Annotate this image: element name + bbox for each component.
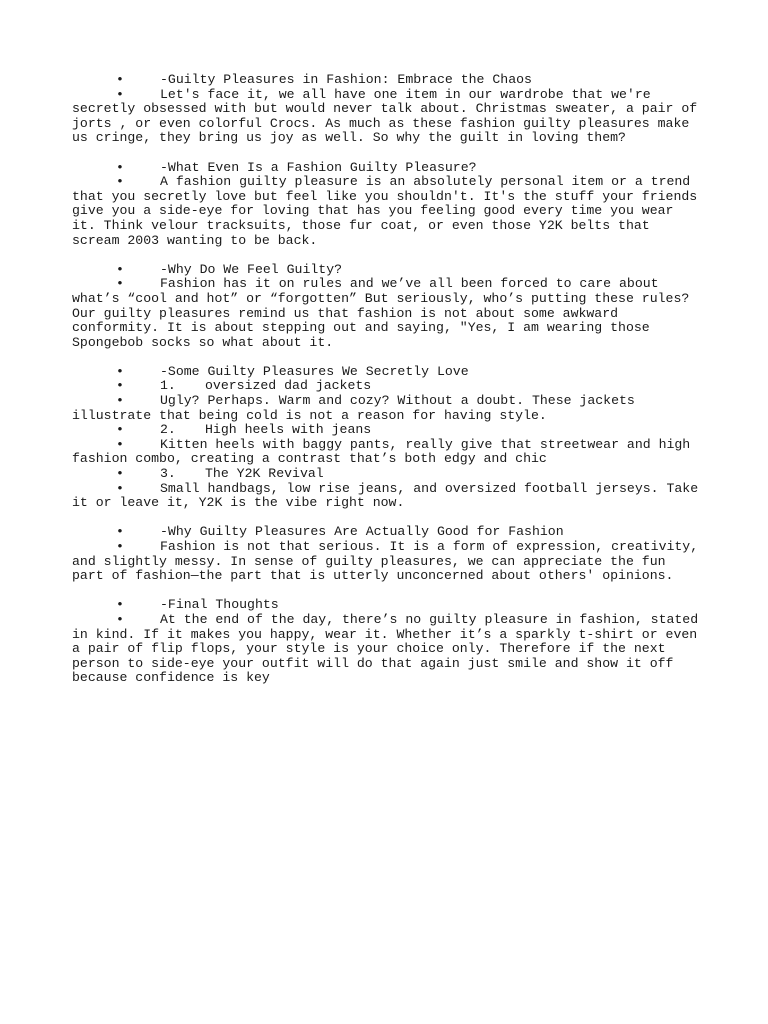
bullet-icon: • bbox=[116, 422, 124, 438]
paragraph: • Let's face it, we all have one item in our wardrobe that we're secretly obsessed with but would never talk about. Christmas sweater, a pair of jorts , or even colorful Crocs. As much as these fashion guilty pleasures make us cringe, they bring us joy as well. So why the guilt in loving them? bbox=[72, 86, 706, 146]
section-heading: • -Why Do We Feel Guilty? bbox=[72, 263, 702, 278]
bullet-icon: • bbox=[116, 480, 124, 496]
bullet-icon: • bbox=[116, 393, 124, 409]
list-item-title: • 3. The Y2K Revival bbox=[72, 467, 702, 482]
bullet-icon: • bbox=[116, 276, 124, 292]
paragraph: • Fashion has it on rules and we’ve all been forced to care about what’s “cool and hot” or “forgotten” But seriously, who’s putting these rules? Our guilty pleasures remind us that fashion is not about some awkward conformity. It is about stepping out and saying, "Yes, I am wearing those Spongebob socks so what about it. bbox=[72, 276, 698, 350]
bullet-icon: • bbox=[116, 261, 124, 277]
bullet-icon: • bbox=[116, 72, 124, 87]
bullet-icon: • bbox=[116, 524, 124, 540]
section-guilty-pleasures-list bbox=[72, 363, 707, 511]
section-final-thoughts bbox=[72, 597, 707, 686]
section-what-is-guilty-pleasure bbox=[72, 159, 706, 249]
bullet-icon: • bbox=[116, 86, 124, 102]
bullet-icon: • bbox=[116, 174, 124, 190]
bullet-icon: • bbox=[116, 611, 124, 627]
bullet-icon: • bbox=[116, 466, 124, 482]
section-embrace-the-chaos bbox=[72, 72, 706, 146]
paragraph: • Fashion is not that serious. It is a form of expression, creativity, and slightly messy. In sense of guilty pleasures, we can appreciate the fun part of fashion—the part that is utterly unconcerned about others' opinions. bbox=[72, 539, 707, 584]
bullet-icon: • bbox=[116, 363, 124, 379]
list-item-number: 3. bbox=[160, 466, 176, 482]
section-heading: • -Final Thoughts bbox=[72, 598, 702, 613]
list-item-number: 1. bbox=[160, 378, 176, 394]
list-item-title: • 1. oversized dad jackets bbox=[72, 379, 702, 394]
bullet-icon: • bbox=[116, 597, 124, 613]
paragraph: • At the end of the day, there’s no guilty pleasure in fashion, stated in kind. If it makes you happy, wear it. Whether it’s a sparkly t-shirt or even a pair of flip flops, your style is your choice only. Therefore if the next person to side-eye your outfit will do that again just smile and show it off because confidence is key bbox=[72, 611, 707, 686]
section-heading: • -What Even Is a Fashion Guilty Pleasure? bbox=[72, 161, 702, 176]
paragraph: • A fashion guilty pleasure is an absolutely personal item or a trend that you secretly love but feel like you shouldn't. It's the stuff your friends give you a side-eye for loving that has you feeling good every time you wear it. Think velour tracksuits, those fur coat, or even those Y2K belts that scream 2003 wanting to be back. bbox=[72, 174, 706, 248]
list-item-title: • 2. High heels with jeans bbox=[72, 423, 702, 438]
bullet-icon: • bbox=[116, 378, 124, 394]
bullet-icon: • bbox=[116, 436, 124, 452]
bullet-icon: • bbox=[116, 159, 124, 175]
list-item-text: • Ugly? Perhaps. Warm and cozy? Without a doubt. These jackets illustrate that being cold is not a reason for having style. bbox=[72, 393, 643, 423]
section-heading: • -Why Guilty Pleasures Are Actually Good for Fashion bbox=[72, 525, 702, 540]
list-item-text: • Kitten heels with baggy pants, really give that streetwear and high fashion combo, creating a contrast that’s both edgy and chic bbox=[72, 436, 699, 467]
section-heading: • -Guilty Pleasures in Fashion: Embrace the Chaos bbox=[72, 73, 702, 88]
list-item-number: 2. bbox=[160, 422, 176, 438]
list-item-text: • Small handbags, low rise jeans, and oversized football jerseys. Take it or leave it, Y2K is the vibe right now. bbox=[72, 480, 707, 511]
section-heading: • -Some Guilty Pleasures We Secretly Love bbox=[72, 365, 702, 380]
bullet-icon: • bbox=[116, 539, 124, 554]
section-good-for-fashion bbox=[72, 524, 707, 584]
document-body bbox=[72, 72, 707, 701]
section-why-feel-guilty bbox=[72, 263, 702, 351]
